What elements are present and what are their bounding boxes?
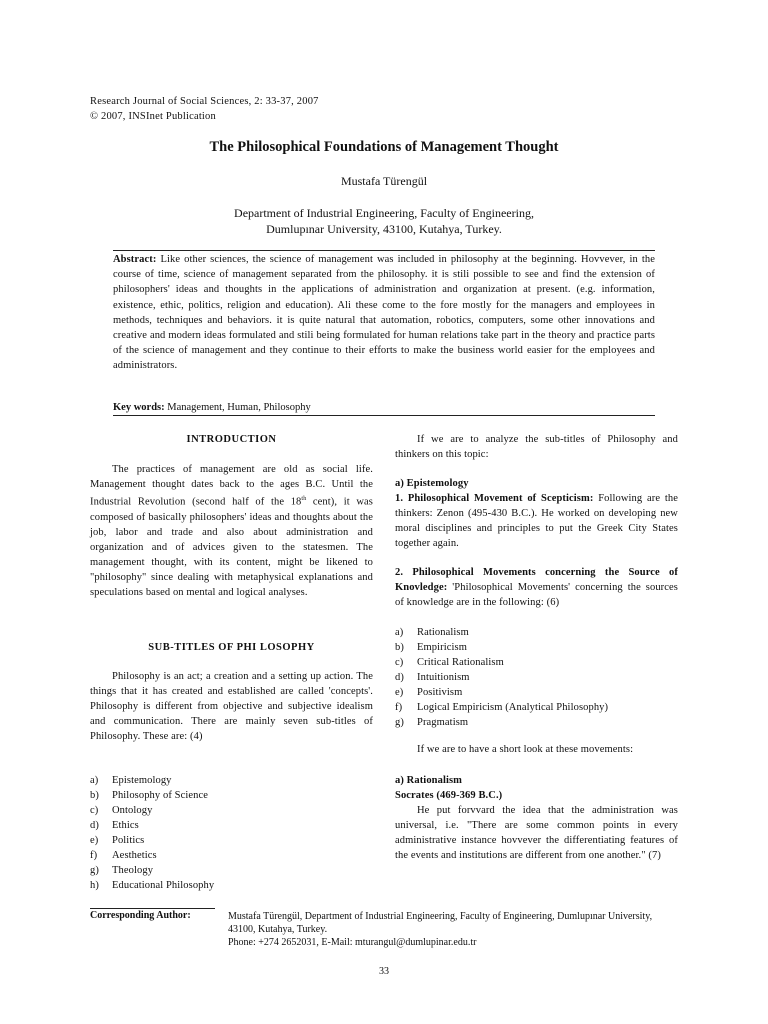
journal-citation: Research Journal of Social Sciences, 2: 33-37, 2007 [90, 96, 319, 107]
keywords-label: Key words: [113, 402, 165, 413]
list-text: Intuitionism [417, 672, 470, 683]
knowledge-text: 'Philosophical Movements' concerning the sources of knowledge are in the following: (6) [395, 582, 678, 608]
list-marker: b) [90, 790, 99, 801]
intro-text-part-2: cent), it was composed of basically philosophers' ideas and thoughts about the job, labor and trade and also about administration and organization and of advices given to the statesmen. The management thought, with its content, might be likened to "philosophy" since dealing with metaphysical explanations and speculations based on mental and logical analyses. [90, 496, 373, 598]
list-item [395, 700, 678, 715]
list-text: Ethics [112, 820, 139, 831]
scepticism-text: Following are the thinkers: Zenon (495-430 B.C.). He worked on developing new moral disciplines and principles to put the Greek City States together again. [395, 493, 678, 549]
abstract [113, 252, 655, 374]
rationalism-heading: a) Rationalism [395, 775, 463, 786]
abstract-top-rule [113, 250, 655, 251]
subtitles-paragraph: Philosophy is an act; a creation and a setting up action. The things that it has created and established are called 'concepts'. Philosophy is different from objective and subjective idealism and communication. There are mainly seven sub-titles of Philosophy. These are: (4) [90, 671, 373, 742]
list-text: Ontology [112, 805, 153, 816]
list-marker: h) [90, 880, 99, 891]
list-marker: e) [395, 687, 404, 698]
list-item [395, 715, 678, 730]
list-item [395, 670, 678, 685]
corresponding-author-label: Corresponding Author: [90, 910, 191, 921]
footnote-rule [90, 908, 215, 909]
list-text: Theology [112, 865, 154, 876]
list-text: Critical Rationalism [417, 657, 504, 668]
list-text: Epistemology [112, 775, 172, 786]
movements-list [395, 625, 678, 730]
list-item [395, 655, 678, 670]
keywords-bottom-rule [113, 415, 655, 416]
list-marker: c) [90, 805, 99, 816]
short-look-paragraph: If we are to have a short look at these movements: [417, 744, 634, 755]
list-text: Rationalism [417, 627, 469, 638]
affiliation-line-1: Department of Industrial Engineering, Faculty of Engineering, [234, 206, 534, 220]
list-text: Aesthetics [112, 850, 157, 861]
scepticism-label: 1. Philosophical Movement of Scepticism: [395, 493, 594, 504]
list-text: Politics [112, 835, 145, 846]
abstract-label: Abstract: [113, 254, 157, 265]
list-item [90, 833, 373, 848]
list-marker: a) [395, 627, 404, 638]
author-name: Mustafa Türengül [340, 174, 428, 188]
list-marker: g) [90, 865, 99, 876]
journal-header [90, 94, 319, 124]
corresponding-author-address: Mustafa Türengül, Department of Industrial Engineering, Faculty of Engineering, Dumlupınar University, 43100, Kutahya, Turkey. [228, 911, 653, 935]
keywords [113, 402, 311, 413]
introduction-heading: INTRODUCTION [186, 434, 277, 445]
list-item [395, 625, 678, 640]
analyze-paragraph: If we are to analyze the sub-titles of Philosophy and thinkers on this topic: [395, 434, 678, 460]
list-text: Logical Empiricism (Analytical Philosophy) [417, 702, 609, 713]
list-marker: f) [90, 850, 98, 861]
list-item [395, 640, 678, 655]
subtitles-heading: SUB-TITLES OF PHI LOSOPHY [148, 642, 315, 653]
socrates-heading: Socrates (469-369 B.C.) [395, 790, 503, 801]
list-item [90, 803, 373, 818]
keywords-text: Management, Human, Philosophy [167, 402, 311, 413]
list-text: Educational Philosophy [112, 880, 215, 891]
list-text: Empiricism [417, 642, 467, 653]
list-marker: b) [395, 642, 404, 653]
socrates-paragraph: He put forvvard the idea that the administration was universal, i.e. "There are some common points in every administrative instance hovvever the differentiating features of the events and institutions are different from one another." (7) [395, 805, 678, 861]
list-marker: g) [395, 717, 404, 728]
list-item [90, 818, 373, 833]
list-marker: c) [395, 657, 404, 668]
copyright-line: © 2007, INSInet Publication [90, 111, 216, 122]
list-item [90, 848, 373, 863]
list-item [90, 788, 373, 803]
list-item [90, 863, 373, 878]
list-text: Philosophy of Science [112, 790, 209, 801]
scepticism-paragraph [395, 491, 678, 551]
knowledge-label: 2. Philosophical Movements concerning the Source of Knovledge: [395, 567, 678, 593]
page-number: 33 [379, 966, 389, 977]
affiliation-line-2: Dumlupınar University, 43100, Kutahya, Turkey. [266, 222, 502, 236]
intro-text-part-1: The practices of management are old as social life. Management thought dates back to the ages B.C. Until the Industrial Revolution (second half of the 18 [90, 464, 373, 508]
affiliation [0, 205, 768, 237]
abstract-text: Like other sciences, the science of management was included in philosophy at the beginning. Hovvever, in the course of time, science of management separated from the philosophy. it is stili possible to see and find the extension of philosophers' ideas and thoughts in the applications of administration and organization at present. (e.g. information, existence, ethic, politics, religion and education). Ali these come to the fore mostly for the managers and employees in methods, techniques and behaviors. it is quite natural that automation, robotics, computers, some other innovations and creative and modern ideas formulated and stili being formulated for human relations take part in the theory and practice parts of the science of management and they continue to their efforts to make the business world easier for the employees and administrators. [113, 254, 656, 372]
list-marker: f) [395, 702, 403, 713]
list-marker: a) [90, 775, 99, 786]
list-marker: d) [395, 672, 404, 683]
list-text: Pragmatism [417, 717, 469, 728]
knowledge-paragraph [395, 565, 678, 610]
corresponding-author-details [228, 910, 678, 949]
paper-title: The Philosophical Foundations of Management Thought [209, 139, 559, 155]
list-item [90, 773, 373, 788]
list-marker: d) [90, 820, 99, 831]
introduction-paragraph [90, 462, 373, 600]
list-item [395, 685, 678, 700]
list-marker: e) [90, 835, 99, 846]
epistemology-heading: a) Epistemology [395, 478, 469, 489]
list-item [90, 878, 373, 893]
list-text: Positivism [417, 687, 463, 698]
subtitles-list [90, 773, 373, 893]
intro-superscript: th [301, 496, 307, 502]
corresponding-author-contact: Phone: +274 2652031, E-Mail: mturangul@dumlupinar.edu.tr [228, 937, 477, 948]
